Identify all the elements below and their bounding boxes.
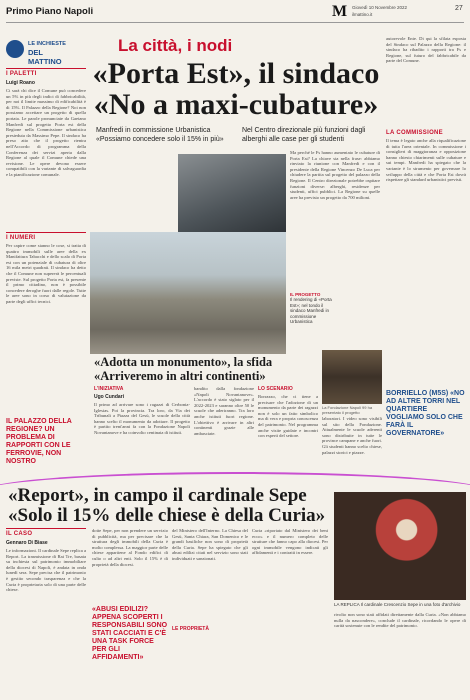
section-name: Primo Piano Napoli xyxy=(6,6,94,17)
inquiry-logo: LE INCHIESTE DEL MATTINO xyxy=(6,38,76,62)
report-col2: dotte Sepe, per non prendere un servizio di pubblicità, ma per precisare che la struttura degli immobili della Curia è molto complessa. La maggior parte delle chiese appartiene al Fondo edifici di culto o ad altri enti. Solo il 15% è di proprietà della diocesi. xyxy=(92,528,168,567)
article-text: Ci sarà chi dice il Comune può concedere un 5% in più degli indici di fabbricabilità, per noi il limite massimo di edificabilità è di 15%. Il Palazzo della Regione? Noi non possiamo accettare un progetto di quella portata. Le parole pronunciate da Gaetano Manfredi sul progetto Porta est della Regione nella Commissione urbanistica presieduta da Massimo Pepe. Il sindaco ha preso atto che il progetto rientra nell'Accordo di programma della Conferenza dei servizi aperta dalla Regione al quale il Comune chiede una revisione. Le opere devono essere compatibili con la variante di salvaguardia e la pianificazione comunale. xyxy=(6,88,86,177)
conference-photo xyxy=(322,350,382,404)
report-col1: IL CASO Gennaro Di Biase Le informazioni. Il cardinale Sepe replica a Report. La trasmissione di Rai Tre, basata su inchiesta sul patrimonio immobiliare della diocesi di Napoli, è andata in onda lunedì sera. Sepe precisa che il patrimonio è gestito secondo trasparenza e che la Curia è proprietaria solo di una parte delle chiese. xyxy=(6,528,86,698)
borriello-callout: BORRIELLO (M5S) «NO AD ALTRE TORRI NEL QUARTIERE VOGLIAMO SOLO CHE FARÀ IL GOVERNATORE» xyxy=(386,390,465,437)
regione-column: autorevole Ente. Di qui la sfilata esposta del Sindaco sul Palazzo della Regione: il sindaco ha ribadito i rapporti tra Fs e Regione, sul futuro del fabbricabile da parte del Comune. LA COMMISSIONE Il tema è legato anche alla riqualificazione di tutta l'area orientale. In commissione i consiglieri di maggioranza e opposizione hanno chiesto chiarimenti sulle cubature e sui tempi. Manfredi ha spiegato che la variante è lo strumento per governare lo sviluppo della città e che Porta Est dovrà rispettare gli standard urbanistici previsti. BORRIELLO (M5S) «NO AD ALTRE TORRI NEL QUARTIERE VOGLIAMO SOLO CHE FARÀ IL GOVERNATORE» xyxy=(386,36,466,437)
article-text-right: Ma perché le Fs hanno aumentato le cubature di Porta Est? La chiave sta nella frase: abbiamo rinviato la riunione con Manfredi e con il presidente della Regione Vincenzo De Luca per chiudere la partita sul progetto del palazzo della Regione. Il Centro direzionale potrebbe ospitare funzioni diverse: alberghi, residenze per studenti, uffici pubblici. La Regione su quelle aree ha previsto un progetto da 700 milioni. xyxy=(290,150,380,200)
paletti-column: I PALETTI Luigi Roano Ci sarà chi dice il Comune può concedere un 5% in più degli indici di fabbricabilità, per noi il limite massimo di edificabilità è di 15%. Il Palazzo della Regione? Noi non possiamo accettare un progetto di quella portata. Le parole pronunciate da Gaetano Manfredi sul progetto Porta est della Regione nella Commissione urbanistica presieduta da Massimo Pepe. Il sindaco ha preso atto che il progetto rientra nell'Accordo di programma della Conferenza dei servizi aperta dalla Regione al quale il Comune chiede una revisione. Le opere devono essere compatibili con la variante di salvaguardia e la pianificazione comunale. xyxy=(6,68,86,218)
page-number: 27 xyxy=(455,5,463,12)
logo-circle-icon xyxy=(6,40,24,58)
conference-caption: La Fondazione Napoli 99 ha presentato il progetto xyxy=(322,405,373,415)
monument-col2: bandito dalla fondazione «Napoli Novantanove». L'accordo è stato siglato per il 2022-2023 e saranno oltre 50 le scuole che aderiranno. Tra loro anche istituti fuori regione. L'obiettivo è arrivare in altri continenti grazie alle ambasciate. xyxy=(194,386,254,436)
cardinal-sepe-photo xyxy=(334,492,466,600)
report-callout: «ABUSI EDILIZI? APPENA SCOPERTI I RESPONSABILI SONO STATI CACCIATI E C'È UNA TASK FORCE PER GLI AFFIDAMENTI» xyxy=(92,606,168,661)
palazzo-callout: IL PALAZZO DELLA REGIONE? UN PROBLEMA DI RAPPORTI CON LE FERROVIE, NON NOSTRO xyxy=(6,418,72,465)
masthead-logo: M xyxy=(332,3,348,20)
header-rule xyxy=(6,22,464,23)
report-headline: «Report», in campo il cardinale Sepe «Solo il 15% delle chiese è della Curia» xyxy=(8,485,326,526)
kicker: La città, i nodi xyxy=(118,36,233,55)
sepe-caption: LA REPLICA Il cardinale Crescenzio Sepe in una foto d'archivio xyxy=(334,602,461,607)
monument-col1: L'INIZIATIVA Ugo Cundari Il primo ad arrivare sono i ragazzi di Cerbonia-Iglesias. Poi la provincia. Tra loro, da Via dei Tribunali a Piazza del Gesù, le scuole della città hanno scelto il monumento da adottare. Il progetto è partito trent'anni fa con la Fondazione Napoli Novantanove e ha coinvolto centinaia di istituti. xyxy=(94,386,190,435)
author: Luigi Roano xyxy=(6,80,35,86)
date-line: Giovedì 10 Novembre 2022 xyxy=(352,5,408,10)
subhead-right: Nel Centro direzionale più funzioni dagli alberghi alle case per gli studenti xyxy=(242,127,366,143)
monument-col4: laboratori. I video sono visibili sul sito della Fondazione. Attualmente le scuole aderenti sono distribuite in tutte le province campane e anche fuori. Gli studenti hanno scelto chiese, palazzi storici e piazze. xyxy=(322,416,382,455)
monument-headline: «Adotta un monumento», la sfida «Arriveremo in altri continenti» xyxy=(94,355,273,383)
subhead-left: Manfredi in commissione Urbanistica «Possiamo concedere solo il 15% in più» xyxy=(96,127,224,143)
numeri-column: I NUMERI Per capire come stanno le cose, si tratta di quattro immobili sulle aree della ex Manifattura Tabacchi e dello scalo di Porta est con un potenziale di cubatura di oltre 16 mila metri quadrati. Il sindaco ha detto che il Comune non supererà le percentuali previste. Sul progetto Porta est, fa presente il primo cittadino, non è possibile concedere deroghe fuori dalle regole. Tutte le aree sono in corso di valutazione da parte degli uffici tecnici. xyxy=(6,232,86,403)
report-col3: del Ministero dell'Interno. La Chiesa del Gesù, Santa Chiara, San Domenico e le grandi basiliche non sono di proprietà della Curia. Sepe ha spiegato che gli abusi edilizi citati nel servizio sono stati individuati e sanzionati. LE PROPRIETÀ xyxy=(172,528,248,632)
page-header xyxy=(0,0,470,30)
monument-col3: LO SCENARIO Borrazzo, che ci tiene a precisare che l'adozione di un monumento da parte dei ragazzi non è solo un fatto simbolico ma di vera e propria conoscenza del patrimonio. Nel programma anche visite guidate e incontri con esperti del settore. xyxy=(258,386,318,439)
porta-est-rendering xyxy=(90,232,286,354)
main-headline: «Porta Est», il sindaco «No a maxi-cubature» xyxy=(92,57,380,121)
mayor-photo xyxy=(178,154,286,234)
article-text: Per capire come stanno le cose, si tratta di quattro immobili sulle aree della ex Manifattura Tabacchi e dello scalo di Porta est con un potenziale di cubatura di oltre 16 mila metri quadrati. Il sindaco ha detto che il Comune non supererà le percentuali previste. Sul progetto Porta est, fa presente il primo cittadino, non è possibile concedere deroghe fuori dalle regole. Tutte le aree sono in corso di valutazione da parte degli uffici tecnici. xyxy=(6,243,86,304)
report-col5: rivolto non sono stati affidati direttamente dalla Curia. «Non abbiamo nulla da nascondere», conclude il cardinale, ricordando le opere di carità sostenute con le rendite del patrimonio. xyxy=(334,612,466,629)
photo-caption: IL PROGETTO Il rendering di «Porta Est»; nel tondo il sindaco Manfredi in commissione Urbanistica xyxy=(290,292,332,324)
report-col4: Curia «riportato dal Ministero dei beni ecco» e il numero completo delle strutture che fanno capo alla diocesi. Per ogni immobile vengono indicati gli affidamenti e i contratti in essere. xyxy=(252,528,328,556)
site-name: ilmattino.it xyxy=(352,12,373,17)
